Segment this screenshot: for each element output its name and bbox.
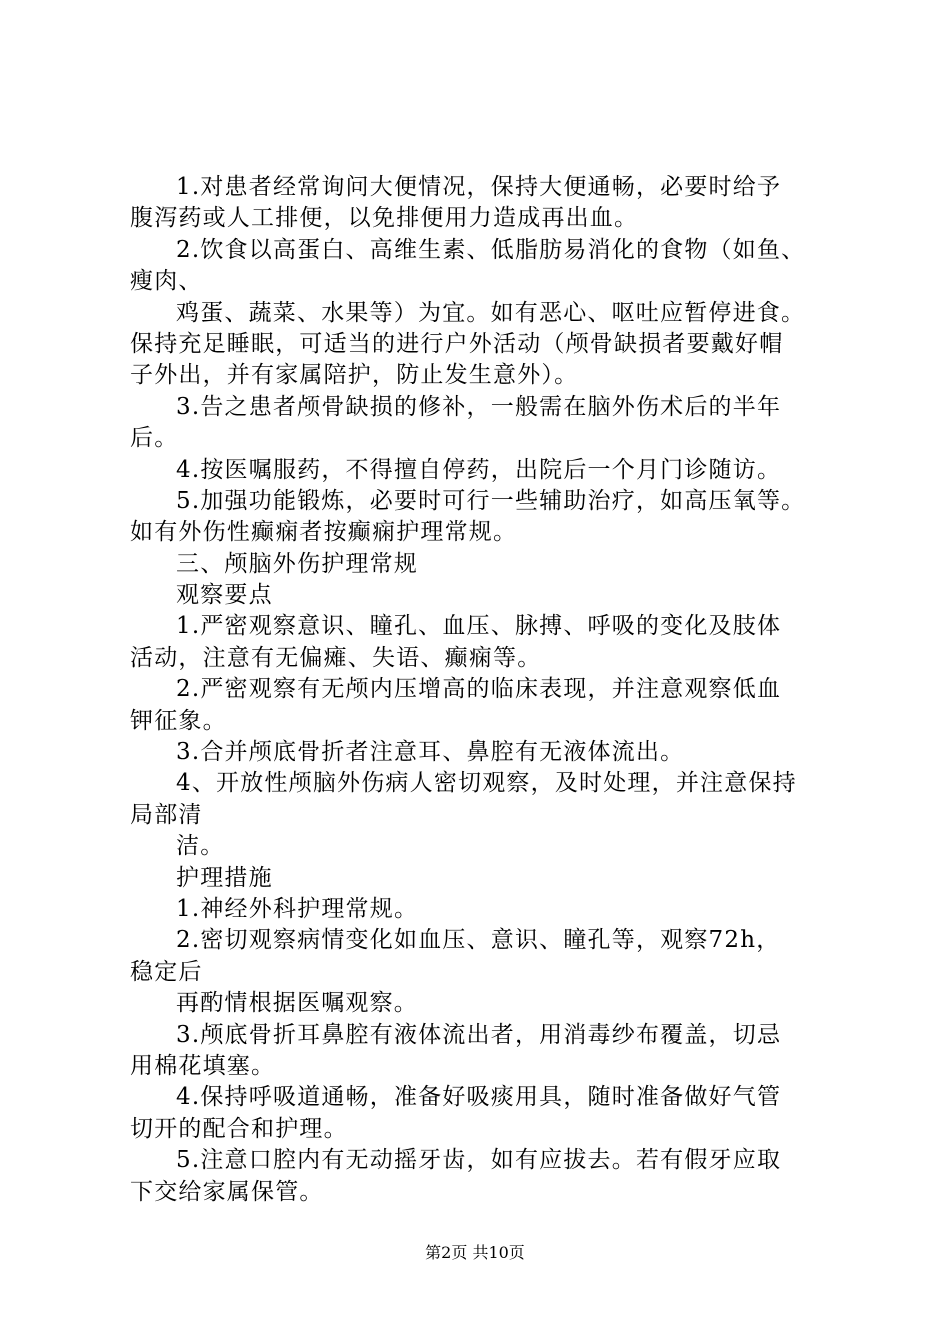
text-line: 鸡蛋、蔬菜、水果等）为宜。如有恶心、呕吐应暂停进食。 (176, 299, 806, 326)
text-line: 3.颅底骨折耳鼻腔有液体流出者，用消毒纱布覆盖，切忌 (176, 1021, 782, 1048)
text-line: 3.合并颅底骨折者注意耳、鼻腔有无液体流出。 (176, 739, 685, 766)
text-line: 1.对患者经常询问大便情况，保持大便通畅，必要时给予 (176, 174, 782, 200)
text-line: 稳定后 (130, 958, 203, 985)
text-line: 局部清 (130, 801, 203, 828)
text-line: 1.神经外科护理常规。 (176, 895, 419, 922)
text-line: 洁。 (176, 833, 225, 860)
text-line: 钾征象。 (130, 707, 227, 734)
text-line: 后。 (130, 425, 179, 452)
text-line: 活动，注意有无偏瘫、失语、癫痫等。 (130, 644, 542, 671)
section-heading: 三、颅脑外伤护理常规 (176, 550, 418, 577)
text-line: 2.饮食以高蛋白、高维生素、低脂肪易消化的食物（如鱼、 (176, 236, 806, 263)
text-line: 2.密切观察病情变化如血压、意识、瞳孔等，观察72h， (176, 927, 781, 954)
text-line: 2.严密观察有无颅内压增高的临床表现，并注意观察低血 (176, 676, 782, 703)
text-line: 4、开放性颅脑外伤病人密切观察，及时处理，并注意保持 (176, 770, 797, 797)
text-line: 下交给家属保管。 (130, 1178, 324, 1205)
text-line: 瘦肉、 (130, 268, 203, 295)
text-line: 保持充足睡眠，可适当的进行户外活动（颅骨缺损者要戴好帽 (130, 330, 784, 357)
subsection-heading: 护理措施 (176, 864, 273, 891)
text-line: 1.严密观察意识、瞳孔、血压、脉搏、呼吸的变化及肢体 (176, 613, 782, 640)
text-line: 4.保持呼吸道通畅，准备好吸痰用具，随时准备做好气管 (176, 1084, 782, 1111)
text-line: 3.告之患者颅骨缺损的修补，一般需在脑外伤术后的半年 (176, 393, 782, 420)
subsection-heading: 观察要点 (176, 582, 273, 609)
page-number-footer: 第2页 共10页 (425, 1243, 525, 1262)
text-line: 如有外伤性癫痫者按癫痫护理常规。 (130, 519, 518, 546)
text-line: 切开的配合和护理。 (130, 1115, 348, 1142)
text-line: 5.加强功能锻炼，必要时可行一些辅助治疗，如高压氧等。 (176, 487, 806, 514)
document-body (130, 172, 850, 1208)
text-line: 腹泻药或人工排便，以免排便用力造成再出血。 (130, 205, 639, 232)
text-line: 用棉花填塞。 (130, 1052, 276, 1079)
text-line: 再酌情根据医嘱观察。 (176, 990, 418, 1017)
text-line: 4.按医嘱服药，不得擅自停药，出院后一个月门诊随访。 (176, 456, 782, 483)
text-line: 子外出，并有家属陪护，防止发生意外）。 (130, 362, 579, 389)
text-line: 5.注意口腔内有无动摇牙齿，如有应拔去。若有假牙应取 (176, 1147, 782, 1174)
